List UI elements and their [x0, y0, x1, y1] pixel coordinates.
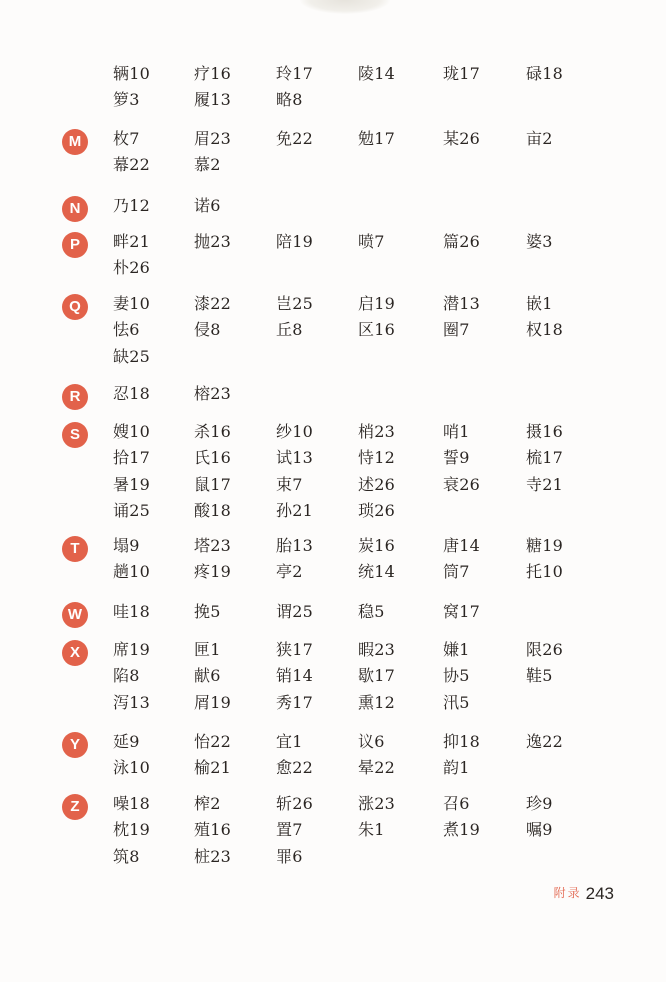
index-entry: 箩3 — [113, 90, 140, 109]
index-entry: 鞋5 — [526, 666, 553, 685]
index-entry: 抑18 — [443, 732, 480, 751]
index-entry: 誓9 — [443, 448, 470, 467]
index-entry: 亭2 — [276, 562, 303, 581]
index-entry: 区16 — [358, 320, 395, 339]
index-entry: 玲17 — [276, 64, 313, 83]
index-entry: 喷7 — [358, 232, 385, 251]
index-entry: 幕22 — [113, 155, 150, 174]
index-entry: 哨1 — [443, 422, 470, 441]
index-entry: 筑8 — [113, 847, 140, 866]
index-entry: 泳10 — [113, 758, 150, 777]
index-entry: 怯6 — [113, 320, 140, 339]
index-entry: 梳17 — [526, 448, 563, 467]
letter-badge: X — [62, 640, 88, 666]
index-entry: 延9 — [113, 732, 140, 751]
index-entry: 塔23 — [194, 536, 231, 555]
index-entry: 陵14 — [358, 64, 395, 83]
index-entry: 哇18 — [113, 602, 150, 621]
index-entry: 协5 — [443, 666, 470, 685]
letter-badge: M — [62, 129, 88, 155]
index-entry: 怡22 — [194, 732, 231, 751]
page-footer — [554, 884, 614, 904]
index-entry: 晕22 — [358, 758, 395, 777]
index-entry: 熏12 — [358, 693, 395, 712]
index-entry: 潜13 — [443, 294, 480, 313]
index-entry: 议6 — [358, 732, 385, 751]
index-entry: 朴26 — [113, 258, 150, 277]
index-entry: 统14 — [358, 562, 395, 581]
index-entry: 试13 — [276, 448, 313, 467]
index-entry: 炭16 — [358, 536, 395, 555]
index-entry: 抛23 — [194, 232, 231, 251]
index-entry: 斩26 — [276, 794, 313, 813]
index-entry: 权18 — [526, 320, 563, 339]
index-entry: 陷8 — [113, 666, 140, 685]
index-entry: 碌18 — [526, 64, 563, 83]
index-entry: 噪18 — [113, 794, 150, 813]
index-entry: 塌9 — [113, 536, 140, 555]
index-entry: 纱10 — [276, 422, 313, 441]
index-entry: 勉17 — [358, 129, 395, 148]
index-entry: 限26 — [526, 640, 563, 659]
index-entry: 韵1 — [443, 758, 470, 777]
index-entry: 唐14 — [443, 536, 480, 555]
index-entry: 置7 — [276, 820, 303, 839]
footer-label: 附录 — [553, 886, 582, 900]
index-entry: 枕19 — [113, 820, 150, 839]
index-entry: 琐26 — [358, 501, 395, 520]
index-entry: 缺25 — [113, 347, 150, 366]
index-entry: 寺21 — [526, 475, 563, 494]
index-entry: 某26 — [443, 129, 480, 148]
index-entry: 珑17 — [443, 64, 480, 83]
index-entry: 召6 — [443, 794, 470, 813]
index-entry: 妻10 — [113, 294, 150, 313]
letter-badge: N — [62, 196, 88, 222]
index-entry: 述26 — [358, 475, 395, 494]
index-entry: 圈7 — [443, 320, 470, 339]
page-number: 243 — [585, 884, 614, 903]
index-entry: 衰26 — [443, 475, 480, 494]
index-entry: 眉23 — [194, 129, 231, 148]
index-entry: 亩2 — [526, 129, 553, 148]
index-entry: 珍9 — [526, 794, 553, 813]
index-entry: 杀16 — [194, 422, 231, 441]
index-entry: 诺6 — [194, 196, 221, 215]
index-entry: 嫌1 — [443, 640, 470, 659]
letter-badge: Z — [62, 794, 88, 820]
index-entry: 筒7 — [443, 562, 470, 581]
index-entry: 榨2 — [194, 794, 221, 813]
index-entry: 殖16 — [194, 820, 231, 839]
index-entry: 慕2 — [194, 155, 221, 174]
index-entry: 屑19 — [194, 693, 231, 712]
index-entry: 篇26 — [443, 232, 480, 251]
index-entry: 疗16 — [194, 64, 231, 83]
index-entry: 桩23 — [194, 847, 231, 866]
index-entry: 侵8 — [194, 320, 221, 339]
index-entry: 谓25 — [276, 602, 313, 621]
index-entry: 略8 — [276, 90, 303, 109]
index-entry: 稳5 — [358, 602, 385, 621]
index-entry: 枚7 — [113, 129, 140, 148]
index-entry: 履13 — [194, 90, 231, 109]
index-entry: 煮19 — [443, 820, 480, 839]
index-entry: 榕23 — [194, 384, 231, 403]
index-entry: 氏16 — [194, 448, 231, 467]
index-entry: 销14 — [276, 666, 313, 685]
letter-badge: T — [62, 536, 88, 562]
index-entry: 鼠17 — [194, 475, 231, 494]
index-entry: 启19 — [358, 294, 395, 313]
index-entry: 乃12 — [113, 196, 150, 215]
index-entry: 席19 — [113, 640, 150, 659]
index-entry: 涨23 — [358, 794, 395, 813]
index-entry: 罪6 — [276, 847, 303, 866]
letter-badge: Q — [62, 294, 88, 320]
index-entry: 趟10 — [113, 562, 150, 581]
letter-badge: W — [62, 602, 88, 628]
index-entry: 糖19 — [526, 536, 563, 555]
index-entry: 酸18 — [194, 501, 231, 520]
index-entry: 摄16 — [526, 422, 563, 441]
index-entry: 辆10 — [113, 64, 150, 83]
index-entry: 汛5 — [443, 693, 470, 712]
index-entry: 秀17 — [276, 693, 313, 712]
index-entry: 挽5 — [194, 602, 221, 621]
index-entry: 逸22 — [526, 732, 563, 751]
index-entry: 丘8 — [276, 320, 303, 339]
index-entry: 嘱9 — [526, 820, 553, 839]
index-entry: 孙21 — [276, 501, 313, 520]
index-entry: 榆21 — [194, 758, 231, 777]
index-entry: 匣1 — [194, 640, 221, 659]
index-entry: 歇17 — [358, 666, 395, 685]
index-entry: 畔21 — [113, 232, 150, 251]
index-entry: 恃12 — [358, 448, 395, 467]
index-entry: 束7 — [276, 475, 303, 494]
index-entry: 免22 — [276, 129, 313, 148]
index-entry: 宜1 — [276, 732, 303, 751]
index-entry: 婆3 — [526, 232, 553, 251]
index-entry: 漆22 — [194, 294, 231, 313]
index-entry: 泻13 — [113, 693, 150, 712]
index-entry: 狭17 — [276, 640, 313, 659]
index-entry: 朱1 — [358, 820, 385, 839]
index-entry: 陪19 — [276, 232, 313, 251]
index-entry: 拾17 — [113, 448, 150, 467]
index-entry: 诵25 — [113, 501, 150, 520]
index-entry: 疼19 — [194, 562, 231, 581]
index-entry: 嫂10 — [113, 422, 150, 441]
letter-badge: Y — [62, 732, 88, 758]
index-entry: 暇23 — [358, 640, 395, 659]
index-entry: 岂25 — [276, 294, 313, 313]
letter-badge: S — [62, 422, 88, 448]
index-entry: 托10 — [526, 562, 563, 581]
index-entry: 窝17 — [443, 602, 480, 621]
index-entry: 梢23 — [358, 422, 395, 441]
index-entry: 献6 — [194, 666, 221, 685]
letter-badge: R — [62, 384, 88, 410]
index-entry: 嵌1 — [526, 294, 553, 313]
index-entry: 愈22 — [276, 758, 313, 777]
top-decoration — [300, 0, 390, 14]
index-entry: 胎13 — [276, 536, 313, 555]
index-entry: 暑19 — [113, 475, 150, 494]
index-entry: 忍18 — [113, 384, 150, 403]
letter-badge: P — [62, 232, 88, 258]
